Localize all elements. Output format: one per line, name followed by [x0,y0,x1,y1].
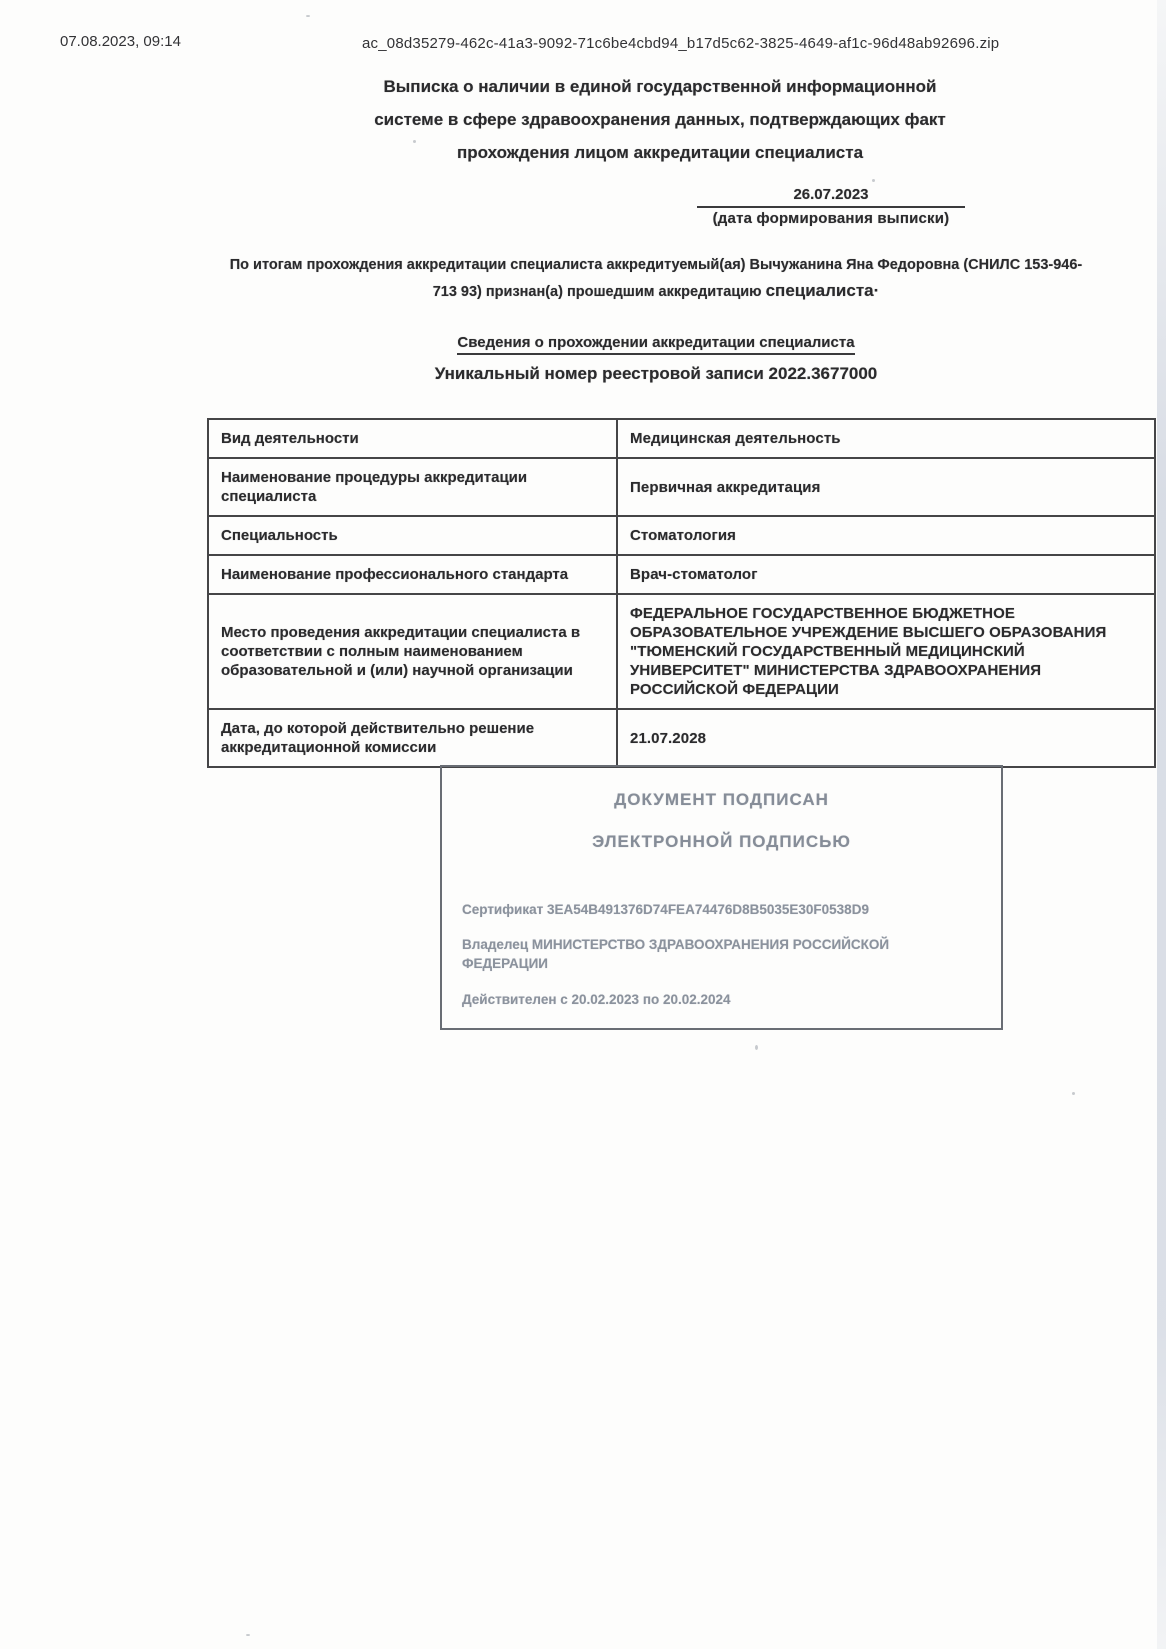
table-row-label: Специальность [208,516,617,555]
registry-number-line: Уникальный номер реестровой записи 2022.3677000 [434,364,878,383]
table-row [208,709,1155,767]
scan-speck [413,140,416,143]
table-row-value: ФЕДЕРАЛЬНОЕ ГОСУДАРСТВЕННОЕ БЮДЖЕТНОЕ ОБРАЗОВАТЕЛЬНОЕ УЧРЕЖДЕНИЕ ВЫСШЕГО ОБРАЗОВАНИЯ "ТЮМЕНСКИЙ ГОСУДАРСТВЕННЫЙ МЕДИЦИНСКИЙ УНИВЕРСИТЕТ" МИНИСТЕРСТВА ЗДРАВООХРАНЕНИЯ РОССИЙСКОЙ ФЕДЕРАЦИИ [617,594,1155,709]
document-title-line-1: Выписка о наличии в единой государственной информационной [383,77,937,96]
print-filename: ac_08d35279-462c-41a3-9092-71c6be4cbd94_b17d5c62-3825-4649-af1c-96d48ab92696.zip [362,35,1000,52]
signature-owner: Владелец МИНИСТЕРСТВО ЗДРАВООХРАНЕНИЯ РОССИЙСКОЙ ФЕДЕРАЦИИ [462,937,890,971]
table-row-value: Врач-стоматолог [617,555,1155,594]
scan-speck [306,15,310,17]
issue-date-block [697,186,965,227]
statement-specialist-emphasis: специалиста· [765,281,880,300]
statement-line-1: По итогам прохождения аккредитации специалиста аккредитуемый(ая) Вычужанина Яна Федоровна (СНИЛС 153-946- [229,257,1083,273]
table-row-label: Дата, до которой действительно решение аккредитационной комиссии [208,709,617,767]
table-row [208,594,1155,709]
table-row [208,555,1155,594]
scanner-edge-artifact [1157,0,1166,1649]
statement-line-2-prefix: 713 93) признан(а) прошедшим аккредитацию [432,284,766,300]
document-title [160,70,1160,169]
document-title-line-3: прохождения лицом аккредитации специалиста [456,143,864,162]
table-row-label: Место проведения аккредитации специалиста в соответствии с полным наименованием образовательной и (или) научной организации [208,594,617,709]
signature-title-line-1: ДОКУМЕНТ ПОДПИСАН [614,790,829,809]
electronic-signature-stamp [440,765,1003,1030]
scan-speck [755,1045,758,1050]
section-heading: Сведения о прохождении аккредитации специалиста [457,334,854,355]
table-row [208,458,1155,516]
section-heading-wrap [156,334,1156,355]
table-row-value: Стоматология [617,516,1155,555]
document-title-line-2: системе в сфере здравоохранения данных, подтверждающих факт [374,110,946,129]
table-row-label: Наименование процедуры аккредитации специалиста [208,458,617,516]
table-row-label: Наименование профессионального стандарта [208,555,617,594]
accreditation-table [207,418,1156,768]
signature-title-line-2: ЭЛЕКТРОННОЙ ПОДПИСЬЮ [592,832,851,851]
issue-date-caption: (дата формирования выписки) [712,210,950,227]
signature-validity: Действителен с 20.02.2023 по 20.02.2024 [462,992,731,1007]
issue-date-value: 26.07.2023 [697,186,965,208]
scan-speck [1072,1092,1075,1095]
table-row-label: Вид деятельности [208,419,617,458]
scan-speck [246,1634,250,1636]
accreditation-statement [73,252,1166,305]
print-timestamp: 07.08.2023, 09:14 [60,33,181,50]
table-row [208,516,1155,555]
table-row-value: Медицинская деятельность [617,419,1155,458]
table-row [208,419,1155,458]
table-row-value: Первичная аккредитация [617,458,1155,516]
scan-speck [872,179,875,182]
signature-certificate: Сертификат 3EA54B491376D74FEA74476D8B5035E30F0538D9 [462,902,869,917]
statement-line-2 [73,278,1166,305]
table-row-value: 21.07.2028 [617,709,1155,767]
